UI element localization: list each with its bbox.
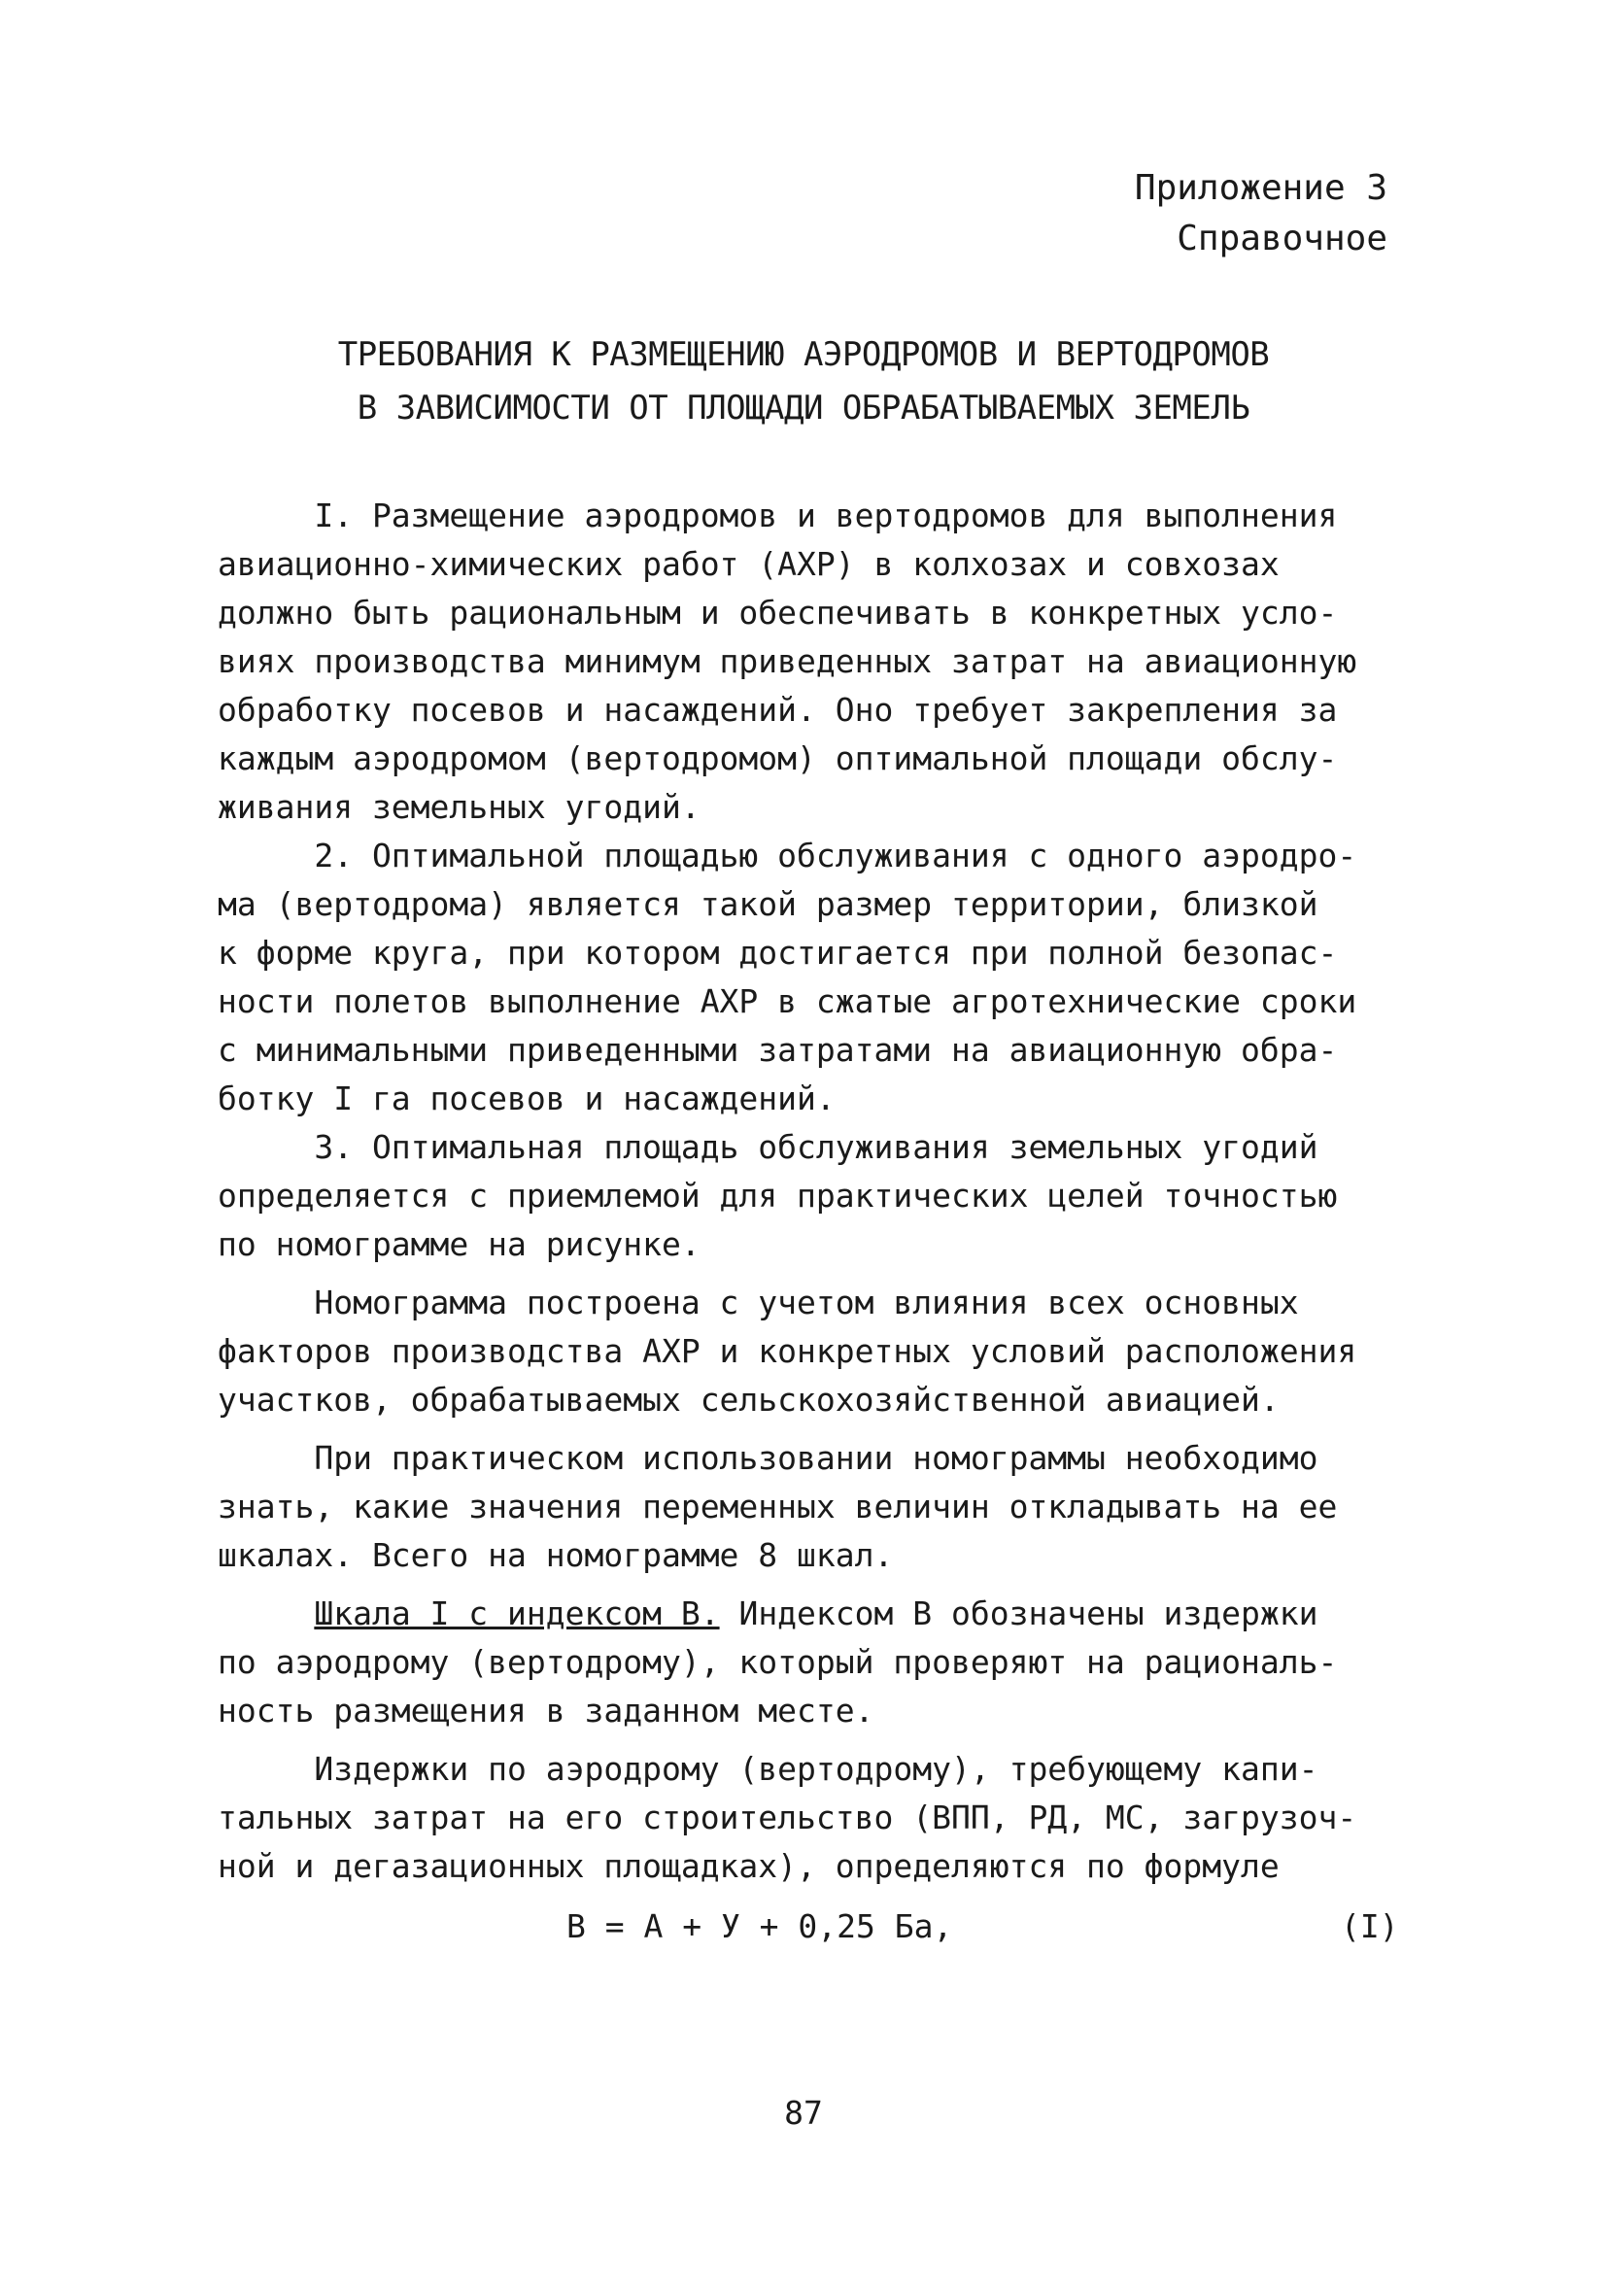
text-line: определяется с приемлемой для практических целей точностью [218, 1177, 1338, 1215]
text-line: ботку I га посевов и насаждений. [218, 1079, 836, 1117]
text-line: авиационно-химических работ (АХР) в колхозах и совхозах [218, 545, 1280, 583]
formula-number: (I) [1341, 1907, 1399, 1945]
scale-heading: Шкала I с индексом В. [314, 1594, 720, 1632]
text-line: тальных затрат на его строительство (ВПП, РД, МС, загрузоч- [218, 1799, 1357, 1836]
text-line: ной и дегазационных площадках), определяются по формуле [218, 1847, 1280, 1885]
text-line: 2. Оптимальной площадью обслуживания с одного аэродро- [218, 837, 1357, 874]
text-line: по номограмме на рисунке. [218, 1225, 701, 1263]
body-text [218, 492, 1422, 1891]
text-line: ность размещения в заданном месте. [218, 1692, 874, 1730]
text-line: каждым аэродромом (вертодромом) оптимальной площади обслу- [218, 739, 1338, 777]
text-line: обработку посевов и насаждений. Оно требует закрепления за [218, 691, 1338, 729]
document-title [0, 328, 1607, 435]
text-line: 3. Оптимальная площадь обслуживания земельных угодий [218, 1128, 1318, 1166]
title-line-1: ТРЕБОВАНИЯ К РАЗМЕЩЕНИЮ АЭРОДРОМОВ И ВЕРТОДРОМОВ [337, 335, 1270, 374]
paragraph-3 [218, 1123, 1422, 1269]
page-number: 87 [784, 2094, 823, 2132]
text-line: шкалах. Всего на номограмме 8 шкал. [218, 1536, 894, 1574]
paragraph-5 [218, 1434, 1422, 1580]
text-line: живания земельных угодий. [218, 788, 701, 826]
paragraph-6 [218, 1590, 1422, 1735]
paragraph-1 [218, 492, 1422, 832]
text-line: к форме круга, при котором достигается при полной безопас- [218, 934, 1338, 972]
text-line: должно быть рациональным и обеспечивать в конкретных усло- [218, 594, 1338, 632]
text-line: факторов производства АХР и конкретных условий расположения [218, 1332, 1357, 1370]
text-line: ма (вертодрома) является такой размер территории, близкой [218, 885, 1318, 923]
text-line: Номограмма построена с учетом влияния всех основных [218, 1284, 1299, 1321]
paragraph-4 [218, 1279, 1422, 1424]
appendix-label: Приложение 3 [1134, 168, 1387, 208]
appendix-header [1135, 163, 1387, 264]
formula: В = А + У + 0,25 Ба, [566, 1907, 953, 1945]
text-line [218, 1590, 1422, 1638]
text-line: ности полетов выполнение АХР в сжатые агротехнические сроки [218, 982, 1357, 1020]
text-line: участков, обрабатываемых сельскохозяйственной авиацией. [218, 1381, 1280, 1419]
paragraph-7 [218, 1745, 1422, 1891]
appendix-type: Справочное [1177, 219, 1387, 258]
text-line: знать, какие значения переменных величин откладывать на ее [218, 1488, 1338, 1525]
text-line: с минимальными приведенными затратами на авиационную обра- [218, 1031, 1338, 1069]
scale-heading-rest: Индексом В обозначены издержки [719, 1594, 1318, 1632]
paragraph-2 [218, 832, 1422, 1123]
text-line: по аэродрому (вертодрому), который проверяют на рациональ- [218, 1643, 1338, 1681]
text-line: Издержки по аэродрому (вертодрому), требующему капи- [218, 1750, 1318, 1788]
text-line: виях производства минимум приведенных затрат на авиационную [218, 642, 1357, 680]
text-line: I. Размещение аэродромов и вертодромов для выполнения [218, 497, 1338, 534]
text-line: При практическом использовании номограммы необходимо [218, 1439, 1318, 1477]
title-line-2: В ЗАВИСИМОСТИ ОТ ПЛОЩАДИ ОБРАБАТЫВАЕМЫХ ЗЕМЕЛЬ [357, 389, 1250, 428]
